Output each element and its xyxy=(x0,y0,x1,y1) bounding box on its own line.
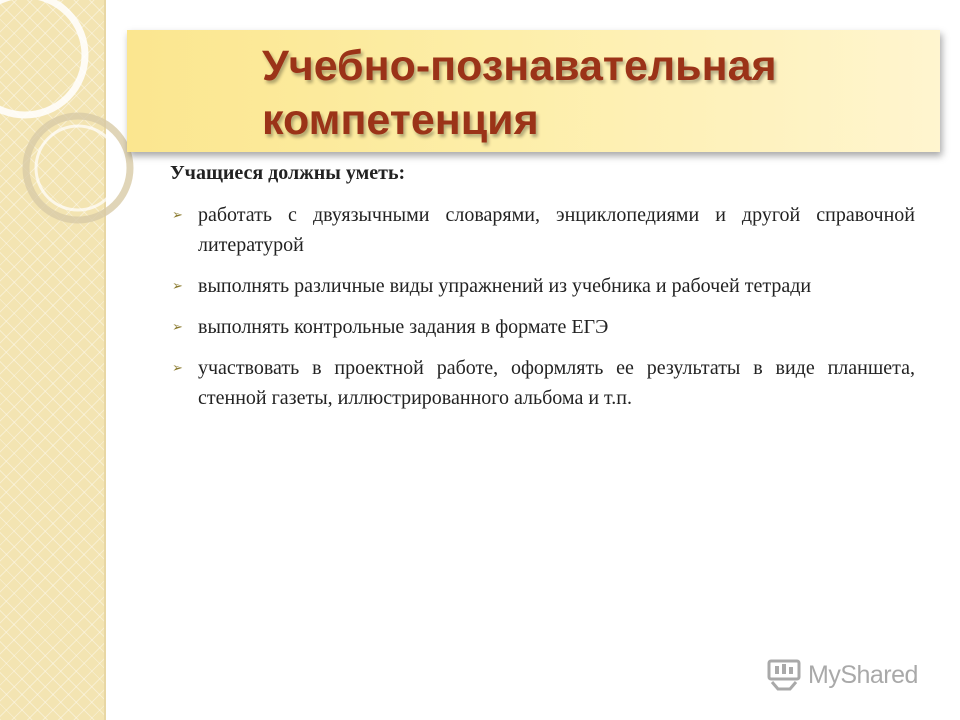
arrow-bullet-icon: ➢ xyxy=(172,320,183,335)
arrow-bullet-icon: ➢ xyxy=(172,208,183,223)
arrow-bullet-icon: ➢ xyxy=(172,361,183,376)
bullet-text: участвовать в проектной работе, оформлять ее результаты в виде планшета, стенной газеты, иллюстрированного альбома и т.п. xyxy=(198,357,915,409)
deco-circle-small xyxy=(36,126,120,210)
bullet-text: выполнять различные виды упражнений из учебника и рабочей тетради xyxy=(198,275,812,297)
list-item xyxy=(170,200,915,260)
slide-subtitle: Учащиеся должны уметь: xyxy=(170,162,406,184)
title-banner xyxy=(127,30,940,152)
deco-circle-large xyxy=(0,0,85,115)
arrow-bullet-icon: ➢ xyxy=(172,279,183,294)
bullet-text: работать с двуязычными словарями, энциклопедиями и другой справочной литературой xyxy=(198,204,915,256)
bullet-text: выполнять контрольные задания в формате ЕГЭ xyxy=(198,316,609,338)
list-item xyxy=(170,271,915,301)
myshared-logo-icon xyxy=(766,658,802,692)
title-line-2: компетенция xyxy=(262,96,539,144)
title-line-1: Учебно-познавательная xyxy=(262,42,777,90)
list-item xyxy=(170,312,915,342)
slide-title xyxy=(262,39,777,147)
list-item xyxy=(170,353,915,413)
deco-circle-medium xyxy=(26,116,130,220)
bullet-list xyxy=(170,200,915,413)
slide-content xyxy=(170,160,915,424)
watermark-text: MyShared xyxy=(808,660,918,689)
watermark[interactable] xyxy=(766,655,918,695)
